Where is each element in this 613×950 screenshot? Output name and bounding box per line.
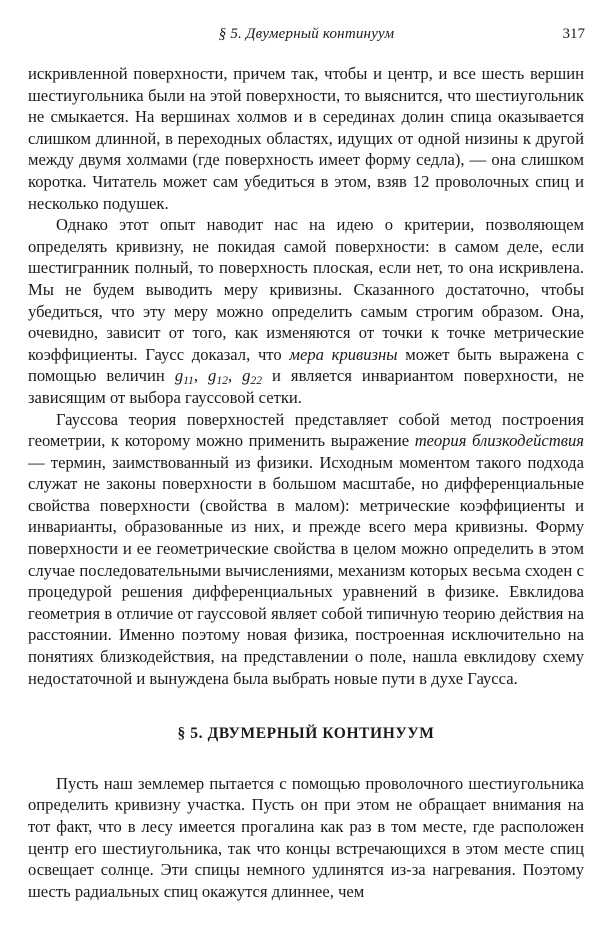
paragraph-surveyor bbox=[28, 773, 584, 903]
paragraph-continued bbox=[28, 63, 584, 214]
paragraph-text: может быть выражена с помощью величин bbox=[28, 344, 585, 386]
paragraph-text: Пусть наш землемер пытается с помощью проволочного шестиугольника определить кривизну участка. Пусть он при этом не обращает внимания на тот факт, что в лесу имеется прогалина как раз в том месте, где расположен центр его шестиугольника, так что концы встречающихся в этом месте спиц освещает солнце. Эти спицы немного удлинятся из-за нагревания. Поэтому шесть радиальных спиц окажутся длиннее, чем bbox=[28, 773, 584, 901]
metric-g22: $g_{22}$ bbox=[242, 366, 263, 388]
page-header bbox=[28, 26, 585, 46]
paragraph-curvature-criterion: Однако этот опыт наводит нас на идею о критерии, позволяющем определять кривизну, не покидая самой поверхности: в самом деле, если шестигранник полный, то поверхность плоская, если нет, то она искривлена. Мы не будем выводить меру кривизны. Сказанного достаточно, чтобы убедиться, что эту меру можно определить самым строгим образом. Она, очевидно, зависит от того, как изменяются от точки к точке метрические коэффициенты. Гаусс доказал, что мера кривизны может быть выражена с помощью величин $g_{11}$, $g_{12}$, $g_{22}$ и является инвариантом поверхности, не зависящим от выбора гауссовой сетки. bbox=[28, 215, 585, 407]
page-number: 317 bbox=[562, 26, 585, 42]
paragraph-text: искривленной поверхности, причем так, чтобы и центр, и все шесть вершин шестиугольника были на этой поверхности, то выяснится, что шестиугольник не смыкается. На вершинах холмов и в серединах долин спица оказывается слишком длинной, в переходных областях, идущих от одной низины к другой между двумя холмами (где поверхность имеет форму седла), — она слишком коротка. Читатель может сам убедиться в этом, взяв 12 проволочных спиц и несколько подушек. bbox=[28, 64, 584, 213]
metric-g11: $g_{11}$ bbox=[174, 366, 194, 388]
running-head: § 5. Двумерный континуум bbox=[218, 26, 395, 42]
paragraph-text: — термин, заимствованный из физики. Исходным моментом такого подхода служат не законы поверхности в большом масштабе, но дифференциальные свойства поверхности (свойства в малом): метрические коэффициенты и инварианты, образованные из них, и прежде всего мера кривизны. Форму поверхности и ее геометрические свойства в целом можно определить в этом случае последовательными вычислениями, механизм которых весьма сходен с процедурой решения дифференциальных уравнений в физике. Евклидова геометрия в отличие от гауссовой являет собой типичную теорию действия на расстоянии. Именно поэтому новая физика, построенная исключительно на понятиях близкодействия, на представлении о поле, нашла евклидову схему недостаточной и вынуждена была выбрать новые пути в духе Гаусса. bbox=[28, 452, 584, 688]
emphasis-curvature-measure: мера кривизны bbox=[289, 344, 398, 364]
paragraph-text: Однако этот опыт наводит нас на идею о критерии, позволяющем определять кривизну, не покидая самой поверхности: в самом деле, если шестигранник полный, то поверхность плоская, если нет, то она искривлена. Мы не будем выводить меру кривизны. Сказанного достаточно, чтобы убедиться, что эту меру можно определить самым строгим образом. Она, очевидно, зависит от того, как изменяются от точки к точке метрические коэффициенты. Гаусс доказал, что bbox=[28, 215, 584, 364]
metric-g12: $g_{12}$ bbox=[208, 366, 228, 388]
paragraph-gauss-theory bbox=[28, 409, 584, 690]
section-heading: § 5. ДВУМЕРНЫЙ КОНТИНУУМ bbox=[177, 725, 435, 743]
emphasis-near-action-theory: теория близкодействия bbox=[414, 431, 584, 451]
paragraph-text: и является инвариантом поверхности, не зависящим от выбора гауссовой сетки. bbox=[28, 366, 584, 407]
paragraph-text: Гауссова теория поверхностей представляет собой метод построения геометрии, к которому можно применить выражение bbox=[28, 409, 584, 451]
page-body bbox=[28, 63, 584, 902]
